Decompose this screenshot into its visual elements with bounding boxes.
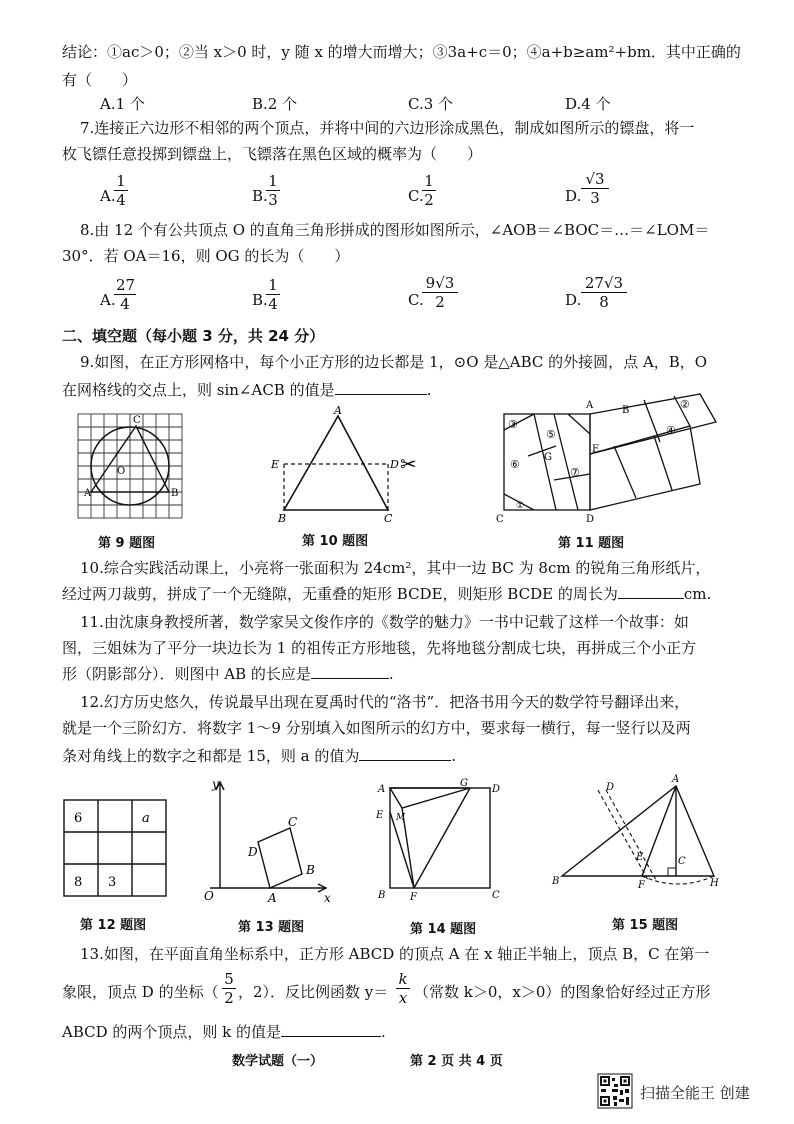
q13-l2-c: （常数 k＞0，x＞0）的图象恰好经过正方形 bbox=[414, 983, 711, 1001]
q11-line1: 11.由沈康身教授所著，数学家吴文俊作序的《数学的魅力》一书中记载了这样一个故事：如 bbox=[80, 613, 689, 631]
q10-line2-text: 经过两刀裁剪，拼成了一个无缝隙，无重叠的矩形 BCDE，则矩形 BCDE 的周长为 bbox=[62, 585, 618, 603]
q7-line1: 7.连接正六边形不相邻的两个顶点，并将中间的六边形涂成黑色，制成如图所示的镖盘，将一 bbox=[80, 119, 695, 137]
q12-line3: 条对角线上的数字之和都是 15，则 a 的值为 . bbox=[62, 747, 457, 765]
label-f: F bbox=[410, 892, 417, 903]
label-b: B bbox=[306, 863, 315, 877]
q11-line3-text: 形（阴影部分）．则图中 AB 的长应是 bbox=[62, 665, 311, 683]
q7-line2: 枚飞镖任意投掷到镖盘上，飞镖落在黑色区域的概率为（ ） bbox=[62, 145, 483, 163]
label-h: H bbox=[710, 878, 719, 889]
q8-opt-a-frac bbox=[114, 276, 136, 313]
piece-6: ⑥ bbox=[510, 458, 520, 471]
figure-14-caption: 第 14 题图 bbox=[410, 922, 477, 937]
label-x: x bbox=[324, 891, 331, 905]
label-c: C bbox=[384, 512, 393, 525]
q7-opt-b-label: B. bbox=[252, 187, 268, 205]
label-b: B bbox=[171, 488, 179, 499]
q7-opt-a-frac bbox=[114, 172, 128, 209]
label-b: B bbox=[378, 890, 386, 901]
piece-5: ⑤ bbox=[546, 428, 556, 441]
cell-r3c2: 3 bbox=[108, 875, 117, 890]
figure-11-caption: 第 11 题图 bbox=[558, 536, 625, 551]
figure-14 bbox=[372, 778, 504, 908]
label-a: A bbox=[84, 488, 92, 499]
q13-line3: ABCD 的两个顶点，则 k 的值是 . bbox=[62, 1023, 386, 1041]
qr-code-icon bbox=[598, 1074, 632, 1108]
q8-line2: 30°．若 OA＝16，则 OG 的长为（ ） bbox=[62, 247, 350, 265]
q9-line2: 在网格线的交点上，则 sin∠ACB 的值是 . bbox=[62, 381, 432, 399]
frac-num: 27 bbox=[116, 276, 136, 294]
frac-den: 4 bbox=[268, 295, 278, 313]
figure-10 bbox=[266, 404, 436, 528]
frac-den: 3 bbox=[590, 189, 600, 207]
figure-12 bbox=[62, 798, 174, 898]
q7-opt-c-frac bbox=[422, 172, 436, 209]
answer-blank bbox=[281, 1036, 381, 1037]
label-b: B bbox=[278, 512, 287, 525]
label-c: C bbox=[492, 890, 500, 901]
figure-13 bbox=[200, 778, 340, 906]
label-c: C bbox=[678, 856, 686, 867]
footer-page: 第 2 页 共 4 页 bbox=[410, 1054, 503, 1069]
q7-opt-c-label: C. bbox=[408, 187, 424, 205]
label-e: E bbox=[376, 810, 384, 821]
q10-line1: 10.综合实践活动课上，小亮将一张面积为 24cm²，其中一边 BC 为 8cm 的锐角三角形纸片， bbox=[80, 559, 711, 577]
q7-opt-d-label: D. bbox=[565, 187, 582, 205]
label-a: A bbox=[378, 784, 386, 795]
frac-num: k bbox=[396, 970, 410, 989]
figure-12-caption: 第 12 题图 bbox=[80, 918, 147, 933]
answer-blank bbox=[359, 760, 451, 761]
label-g: G bbox=[460, 778, 468, 789]
crease-ef bbox=[390, 812, 414, 888]
q7-opt-d-frac bbox=[581, 170, 609, 207]
label-b: B bbox=[622, 405, 630, 416]
label-a: A bbox=[586, 400, 594, 411]
fold-line-1 bbox=[598, 790, 648, 880]
figure-15-caption: 第 15 题图 bbox=[612, 918, 679, 933]
q12-line1: 12.幻方历史悠久，传说最早出现在夏禹时代的“洛书”．把洛书用今天的数学符号翻译出来， bbox=[80, 693, 690, 711]
frac-den: 4 bbox=[116, 191, 126, 209]
dashed-arc bbox=[642, 876, 714, 884]
answer-blank bbox=[311, 678, 389, 679]
label-d: D bbox=[390, 458, 399, 471]
label-d: D bbox=[606, 782, 615, 793]
right-angle-mark bbox=[668, 868, 676, 876]
q6-option-c: C.3 个 bbox=[408, 95, 454, 113]
frac-den: x bbox=[398, 989, 408, 1007]
frac-den: 4 bbox=[120, 295, 130, 313]
frac-den: 2 bbox=[224, 989, 234, 1007]
answer-blank bbox=[618, 598, 684, 599]
frac-den: 3 bbox=[268, 191, 278, 209]
segment-gf bbox=[414, 788, 470, 888]
q12-line2: 就是一个三阶幻方．将数字 1～9 分别填入如图所示的幻方中，要求每一横行，每一竖行以及两 bbox=[62, 719, 691, 737]
q10-line2 bbox=[62, 584, 711, 604]
q8-opt-c-frac bbox=[422, 274, 458, 311]
label-origin: O bbox=[204, 889, 214, 903]
piece-3: ③ bbox=[508, 418, 518, 431]
scissors-icon: ✂ bbox=[400, 452, 417, 476]
frac-num: 5 bbox=[222, 970, 236, 989]
q12-line3-text: 条对角线上的数字之和都是 15，则 a 的值为 bbox=[62, 747, 360, 765]
frac-num: 27√3 bbox=[581, 274, 627, 293]
q13-line3-text: ABCD 的两个顶点，则 k 的值是 bbox=[62, 1023, 282, 1041]
square-abcd bbox=[390, 788, 490, 888]
q8-opt-d-frac bbox=[581, 274, 627, 311]
q7-opt-a-label: A. bbox=[100, 187, 116, 205]
q8-line1: 8.由 12 个有公共顶点 O 的直角三角形拼成的图形如图所示，∠AOB＝∠BOC＝…＝∠LOM＝ bbox=[80, 221, 710, 239]
q13-d-frac bbox=[222, 970, 236, 1007]
label-m: M bbox=[396, 813, 406, 823]
q6-option-d: D.4 个 bbox=[565, 95, 611, 113]
q9-line2-text: 在网格线的交点上，则 sin∠ACB 的值是 bbox=[62, 381, 335, 399]
figure-9-caption: 第 9 题图 bbox=[98, 536, 156, 551]
label-e: E bbox=[636, 852, 644, 863]
frac-den: 2 bbox=[424, 191, 434, 209]
cell-r1c3: a bbox=[142, 811, 150, 826]
frac-num: 1 bbox=[266, 276, 280, 295]
frac-num: 1 bbox=[266, 172, 280, 191]
label-g: G bbox=[544, 452, 552, 463]
label-d: D bbox=[586, 514, 595, 525]
q9-line1: 9.如图，在正方形网格中，每个小正方形的边长都是 1，⊙O 是△ABC 的外接圆，点 A，B，O bbox=[80, 353, 708, 371]
grid bbox=[78, 414, 182, 518]
label-a: A bbox=[334, 404, 342, 417]
cell-r1c1: 6 bbox=[74, 811, 83, 826]
label-c: C bbox=[288, 815, 298, 829]
q8-opt-d-label: D. bbox=[565, 291, 582, 309]
watermark-text: 扫描全能王 创建 bbox=[640, 1084, 750, 1102]
q11-line3: 形（阴影部分）．则图中 AB 的长应是 . bbox=[62, 665, 394, 683]
label-e: E bbox=[271, 458, 280, 471]
label-f: F bbox=[638, 880, 645, 891]
q6-option-a: A.1 个 bbox=[100, 95, 145, 113]
piece-7: ⑦ bbox=[570, 466, 580, 479]
frac-num: 1 bbox=[422, 172, 436, 191]
figure-13-caption: 第 13 题图 bbox=[238, 920, 305, 935]
figure-11 bbox=[494, 394, 724, 524]
figure-9 bbox=[76, 412, 186, 524]
fold-triangle bbox=[390, 788, 470, 808]
piece-1: ① bbox=[516, 501, 525, 511]
label-y: y bbox=[212, 777, 219, 791]
label-e: E bbox=[592, 444, 600, 455]
frac-den: 8 bbox=[599, 293, 609, 311]
q13-l2-a: 象限，顶点 D 的坐标（ bbox=[62, 983, 219, 1001]
label-o: O bbox=[117, 466, 126, 477]
label-d: D bbox=[248, 845, 258, 859]
frac-num: 9√3 bbox=[422, 274, 458, 293]
label-a: A bbox=[672, 774, 680, 785]
answer-blank bbox=[335, 394, 427, 395]
q13-k-frac bbox=[396, 970, 410, 1007]
q7-opt-b-frac bbox=[266, 172, 280, 209]
footer-subject: 数学试题（一） bbox=[232, 1054, 324, 1069]
figure-15 bbox=[546, 776, 726, 896]
section-heading: 二、填空题（每小题 3 分，共 24 分） bbox=[62, 327, 325, 345]
q10-unit: cm. bbox=[683, 585, 712, 603]
frac-num: √3 bbox=[581, 170, 609, 189]
q13-line1: 13.如图，在平面直角坐标系中，正方形 ABCD 的顶点 A 在 x 轴正半轴上，顶点 B，C 在第一 bbox=[80, 945, 710, 963]
q6-ask: 有（ ） bbox=[62, 71, 138, 89]
q6-conclusion: 结论：①ac＞0；②当 x＞0 时，y 随 x 的增大而增大；③3a+c＝0；④a+b≥am²+bm．其中正确的 bbox=[62, 43, 741, 61]
q8-opt-b-frac bbox=[266, 276, 280, 313]
figure-10-caption: 第 10 题图 bbox=[302, 534, 369, 549]
label-d: D bbox=[492, 784, 501, 795]
piece-4: ④ bbox=[666, 424, 676, 437]
label-c: C bbox=[496, 514, 504, 525]
frac-den: 2 bbox=[435, 293, 445, 311]
frac-num: 1 bbox=[114, 172, 128, 191]
triangle bbox=[284, 416, 388, 510]
q8-opt-a-label: A. bbox=[100, 291, 116, 309]
label-a: A bbox=[268, 891, 277, 905]
q8-opt-c-label: C. bbox=[408, 291, 424, 309]
q13-l2-b: ，2）．反比例函数 y＝ bbox=[238, 983, 389, 1001]
label-c: C bbox=[133, 415, 141, 426]
label-b: B bbox=[552, 876, 560, 887]
q8-opt-b-label: B. bbox=[252, 291, 268, 309]
piece-2: ② bbox=[680, 398, 690, 411]
square-abcd bbox=[258, 828, 302, 888]
q6-option-b: B.2 个 bbox=[252, 95, 298, 113]
q11-line2: 图，三姐妹为了平分一块边长为 1 的祖传正方形地毯，先将地毯分割成七块，再拼成三个小正方 bbox=[62, 639, 697, 657]
lower-strip bbox=[590, 426, 700, 510]
cell-r3c1: 8 bbox=[74, 875, 83, 890]
